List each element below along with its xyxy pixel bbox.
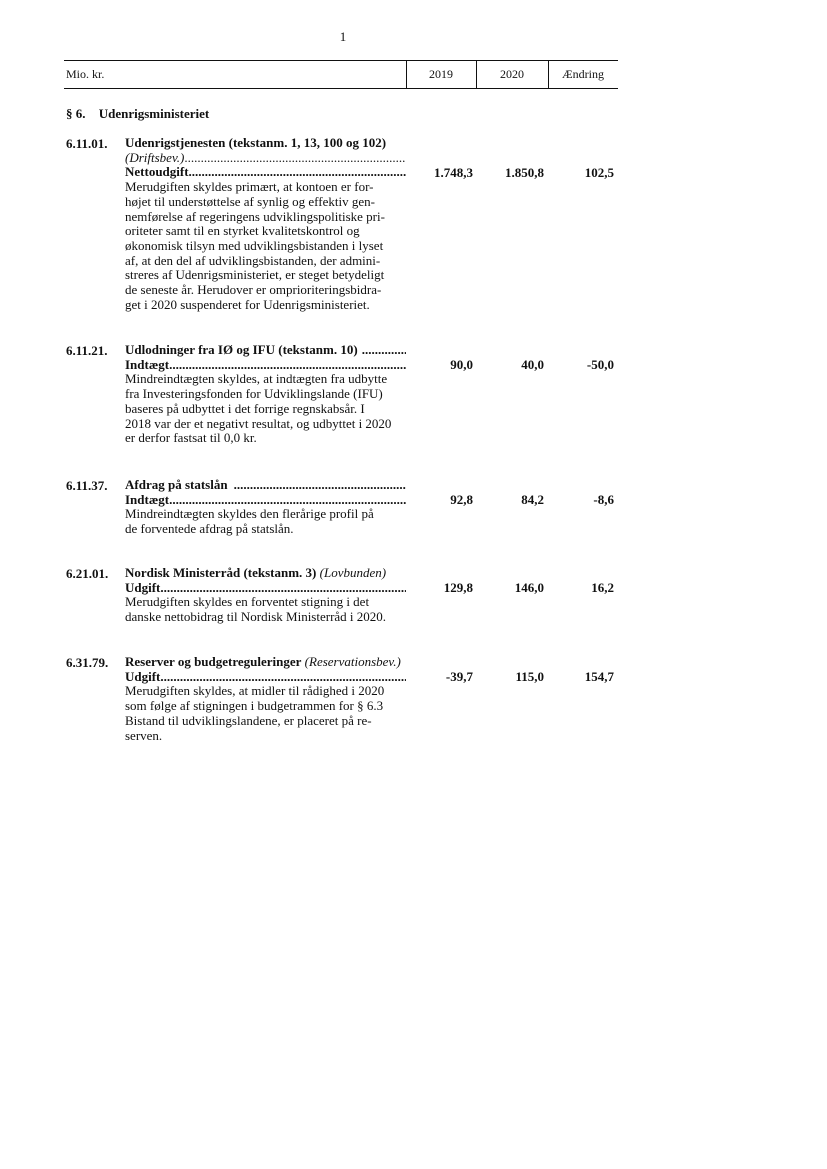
section-name: Udenrigsministeriet [98, 106, 210, 121]
description-line: Merudgiften skyldes primært, at kontoen er for- [125, 180, 374, 195]
description-line: baseres på udbyttet i det forrige regnskabsår. I [125, 401, 365, 416]
value-change: 16,2 [591, 580, 614, 595]
entry-kind-line [125, 358, 406, 373]
dot-leader [234, 478, 406, 493]
value-2019: 129,8 [443, 580, 473, 595]
account-code: 6.11.21. [66, 343, 108, 358]
account-code: 6.11.01. [66, 136, 108, 151]
description-line: som følge af stigningen i budgetrammen for § 6.3 [125, 699, 384, 714]
dot-leader [184, 151, 406, 166]
entry-description [125, 595, 406, 624]
description-line: serven. [125, 728, 163, 743]
description-line: økonomisk tilsyn med udviklingsbistanden i lyset [125, 238, 384, 253]
entry-kind: Nettoudgift [125, 165, 189, 180]
dot-leader [169, 358, 406, 373]
entry-title: Reserver og budgetreguleringer [125, 655, 302, 669]
column-change: Ændring [562, 67, 604, 81]
section-title [66, 106, 209, 122]
entry-kind-line [125, 581, 406, 596]
entry-body [125, 566, 406, 625]
entry-title: Afdrag på statslån [125, 478, 228, 492]
entry-kind-line [125, 165, 406, 180]
entry-kind: Udgift [125, 580, 161, 595]
description-line: Merudgiften skyldes, at midler til rådighed i 2020 [125, 684, 385, 699]
description-line: fra Investeringsfonden for Udviklingslande (IFU) [125, 387, 383, 402]
value-change: 154,7 [584, 669, 614, 684]
description-line: de forventede afdrag på statslån. [125, 522, 294, 537]
value-2020: 115,0 [515, 669, 544, 684]
description-line: de seneste år. Herudover er omprioriteringsbidra- [125, 283, 382, 298]
appropriation-type: (Driftsbev.) [125, 150, 185, 165]
entry-description [125, 507, 406, 536]
table-header [64, 60, 618, 89]
page-number: 1 [339, 29, 347, 44]
value-2019: 1.748,3 [434, 165, 473, 180]
entry-body [125, 136, 406, 312]
description-line: danske nettobidrag til Nordisk Ministerråd i 2020. [125, 610, 387, 625]
description-line: oriteter samt til en styrket kvalitetskontrol og [125, 224, 360, 239]
entry-title-line [125, 566, 406, 581]
entry-title: Udenrigstjenesten (tekstanm. 1, 13, 100 og 102) [125, 136, 387, 150]
column-2020: 2020 [500, 67, 524, 81]
value-2020: 40,0 [521, 357, 544, 372]
description-line: 2018 var der et negativt resultat, og udbyttet i 2020 [125, 416, 392, 431]
entry-description [125, 372, 406, 446]
value-2019: 90,0 [450, 357, 473, 372]
description-line: nemførelse af regeringens udviklingspolitiske pri- [125, 209, 385, 224]
dot-leader [160, 581, 406, 596]
value-2020: 1.850,8 [505, 165, 544, 180]
entry-description [125, 180, 406, 312]
value-2020: 146,0 [514, 580, 544, 595]
entry-title-line [125, 343, 406, 358]
dot-leader [189, 165, 406, 180]
description-line: er derfor fastsat til 0,0 kr. [125, 431, 257, 446]
entry-kind-line [125, 670, 406, 685]
value-2020: 84,2 [521, 492, 544, 507]
value-change: 102,5 [584, 165, 614, 180]
entry-body [125, 478, 406, 537]
entry-kind: Indtægt [125, 492, 170, 507]
column-2019: 2019 [429, 67, 453, 81]
section-number: § 6. [66, 106, 86, 121]
appropriation-type: (Lovbunden) [319, 566, 387, 580]
entry-body [125, 343, 406, 446]
unit-label: Mio. kr. [66, 67, 105, 81]
account-code: 6.21.01. [66, 566, 109, 581]
entry-kind-line [125, 493, 406, 508]
description-line: højet til understøttelse af synlig og effektiv gen- [125, 194, 375, 209]
description-line: Bistand til udviklingslandene, er placeret på re- [125, 713, 372, 728]
account-code: 6.11.37. [66, 478, 108, 493]
entry-title-line [125, 478, 406, 493]
description-line: Mindreindtægten skyldes den flerårige profil på [125, 507, 374, 522]
entry-title: Nordisk Ministerråd (tekstanm. 3) [125, 566, 317, 580]
entry-title-line [125, 655, 425, 670]
description-line: streres af Udenrigsministeriet, er steget betydeligt [125, 268, 385, 283]
description-line: af, at den del af udviklingsbistanden, der admini- [125, 253, 381, 268]
value-2019: 92,8 [450, 492, 473, 507]
entry-subtitle-line [125, 151, 406, 166]
entry-kind: Indtægt [125, 357, 170, 372]
entry-description [125, 684, 406, 743]
description-line: get i 2020 suspenderet for Udenrigsministeriet. [125, 297, 370, 312]
value-change: -8,6 [593, 492, 614, 507]
entry-kind: Udgift [125, 669, 161, 684]
description-line: Mindreindtægten skyldes, at indtægten fra udbytte [125, 372, 388, 387]
entry-body [125, 655, 425, 743]
description-line: Merudgiften skyldes en forventet stigning i det [125, 595, 370, 610]
account-code: 6.31.79. [66, 655, 109, 670]
appropriation-type: (Reservationsbev.) [304, 655, 401, 669]
value-2019: -39,7 [445, 669, 473, 684]
entry-title: Udlodninger fra IØ og IFU (tekstanm. 10) [125, 343, 358, 357]
dot-leader [160, 670, 406, 685]
dot-leader [362, 343, 406, 358]
dot-leader [169, 493, 406, 508]
value-change: -50,0 [586, 357, 614, 372]
